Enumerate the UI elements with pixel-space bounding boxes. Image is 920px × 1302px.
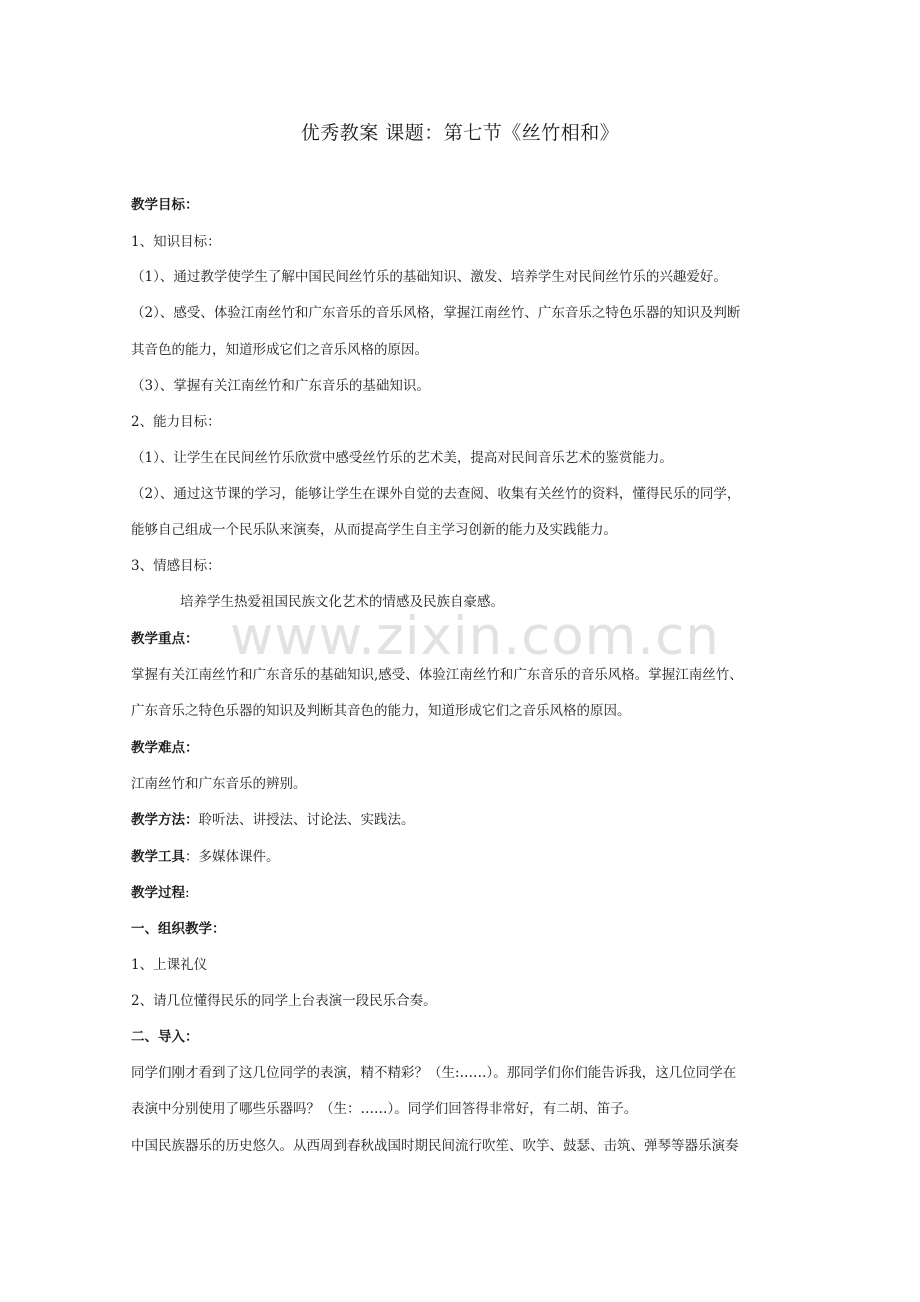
line-text: 1、知识目标： (131, 234, 221, 250)
body-line (131, 1064, 771, 1082)
body-line (131, 956, 771, 974)
bold-text: 教学目标： (131, 197, 199, 213)
body-line (131, 920, 771, 938)
line-text: 掌握有关江南丝竹和广东音乐的基础知识,感受、体验江南丝竹和广东音乐的音乐风格。掌握江南丝竹、 (131, 667, 743, 683)
body-line (131, 341, 771, 359)
line-text: 其音色的能力，知道形成它们之音乐风格的原因。 (131, 342, 428, 358)
bold-text: 教学工具 (131, 849, 185, 865)
body-line (131, 811, 771, 829)
line-text: ：多媒体课件。 (185, 849, 280, 865)
body-line (131, 702, 771, 720)
bold-text: 一、组织教学： (131, 921, 226, 937)
body-line (131, 666, 771, 684)
line-text: : (185, 885, 190, 901)
body-line (131, 992, 771, 1010)
body-line (180, 593, 820, 611)
line-text: 江南丝竹和广东音乐的辨别。 (131, 776, 307, 792)
line-text: 2、能力目标： (131, 414, 221, 430)
watermark: www.zixin.com.cn (230, 606, 720, 667)
line-text: 中国民族器乐的历史悠久。从西周到春秋战国时期民间流行吹笙、吹竽、鼓瑟、击筑、弹琴等器乐演奏 (131, 1138, 739, 1154)
line-text: 广东音乐之特色乐器的知识及判断其音色的能力，知道形成它们之音乐风格的原因。 (131, 703, 631, 719)
body-line (131, 268, 771, 286)
bold-text: 教学过程 (131, 885, 185, 901)
line-text: 表演中分别使用了哪些乐器吗？（生：……）。同学们回答得非常好，有二胡、笛子。 (131, 1101, 638, 1117)
bold-text: 教学重点： (131, 631, 199, 647)
body-line (131, 775, 771, 793)
body-line (131, 485, 771, 503)
bold-text: 教学难点： (131, 740, 199, 756)
body-line (131, 630, 771, 648)
line-text: （2）、感受、体验江南丝竹和广东音乐的音乐风格，掌握江南丝竹、广东音乐之特色乐器的知识及判断 (131, 305, 741, 321)
document-title: 优秀教案 课题：第七节《丝竹相和》 (300, 122, 620, 144)
body-line (131, 196, 771, 214)
body-line (131, 848, 771, 866)
bold-text: 二、导入： (131, 1029, 199, 1045)
line-text: 同学们刚才看到了这几位同学的表演，精不精彩？（生:……）。那同学们你们能告诉我，这几位同学在 (131, 1065, 737, 1081)
line-text: （1）、让学生在民间丝竹乐欣赏中感受丝竹乐的艺术美，提高对民间音乐艺术的鉴赏能力。 (131, 450, 673, 466)
line-text: （1）、通过教学使学生了解中国民间丝竹乐的基础知识、激发、培养学生对民间丝竹乐的兴趣爱好。 (131, 269, 727, 285)
body-line (131, 521, 771, 539)
line-text: （2）、通过这节课的学习，能够让学生在课外自觉的去查阅、收集有关丝竹的资料，懂得民乐的同学， (131, 486, 741, 502)
body-line (131, 557, 771, 575)
body-line (131, 233, 771, 251)
line-text: 培养学生热爱祖国民族文化艺术的情感及民族自豪感。 (180, 594, 504, 610)
line-text: 1、上课礼仪 (131, 957, 208, 973)
body-line (131, 1028, 771, 1046)
body-line (131, 304, 771, 322)
body-line (131, 884, 771, 902)
body-line (131, 377, 771, 395)
line-text: 聆听法、讲授法、讨论法、实践法。 (198, 812, 415, 828)
body-line (131, 1137, 771, 1155)
body-line (131, 413, 771, 431)
line-text: 3、情感目标： (131, 558, 221, 574)
line-text: 2、请几位懂得民乐的同学上台表演一段民乐合奏。 (131, 993, 437, 1009)
body-line (131, 449, 771, 467)
bold-text: 教学方法： (131, 812, 199, 828)
body-line (131, 739, 771, 757)
body-line (131, 1100, 771, 1118)
line-text: 能够自己组成一个民乐队来演奏，从而提高学生自主学习创新的能力及实践能力。 (131, 522, 617, 538)
line-text: （3）、掌握有关江南丝竹和广东音乐的基础知识。 (131, 378, 430, 394)
